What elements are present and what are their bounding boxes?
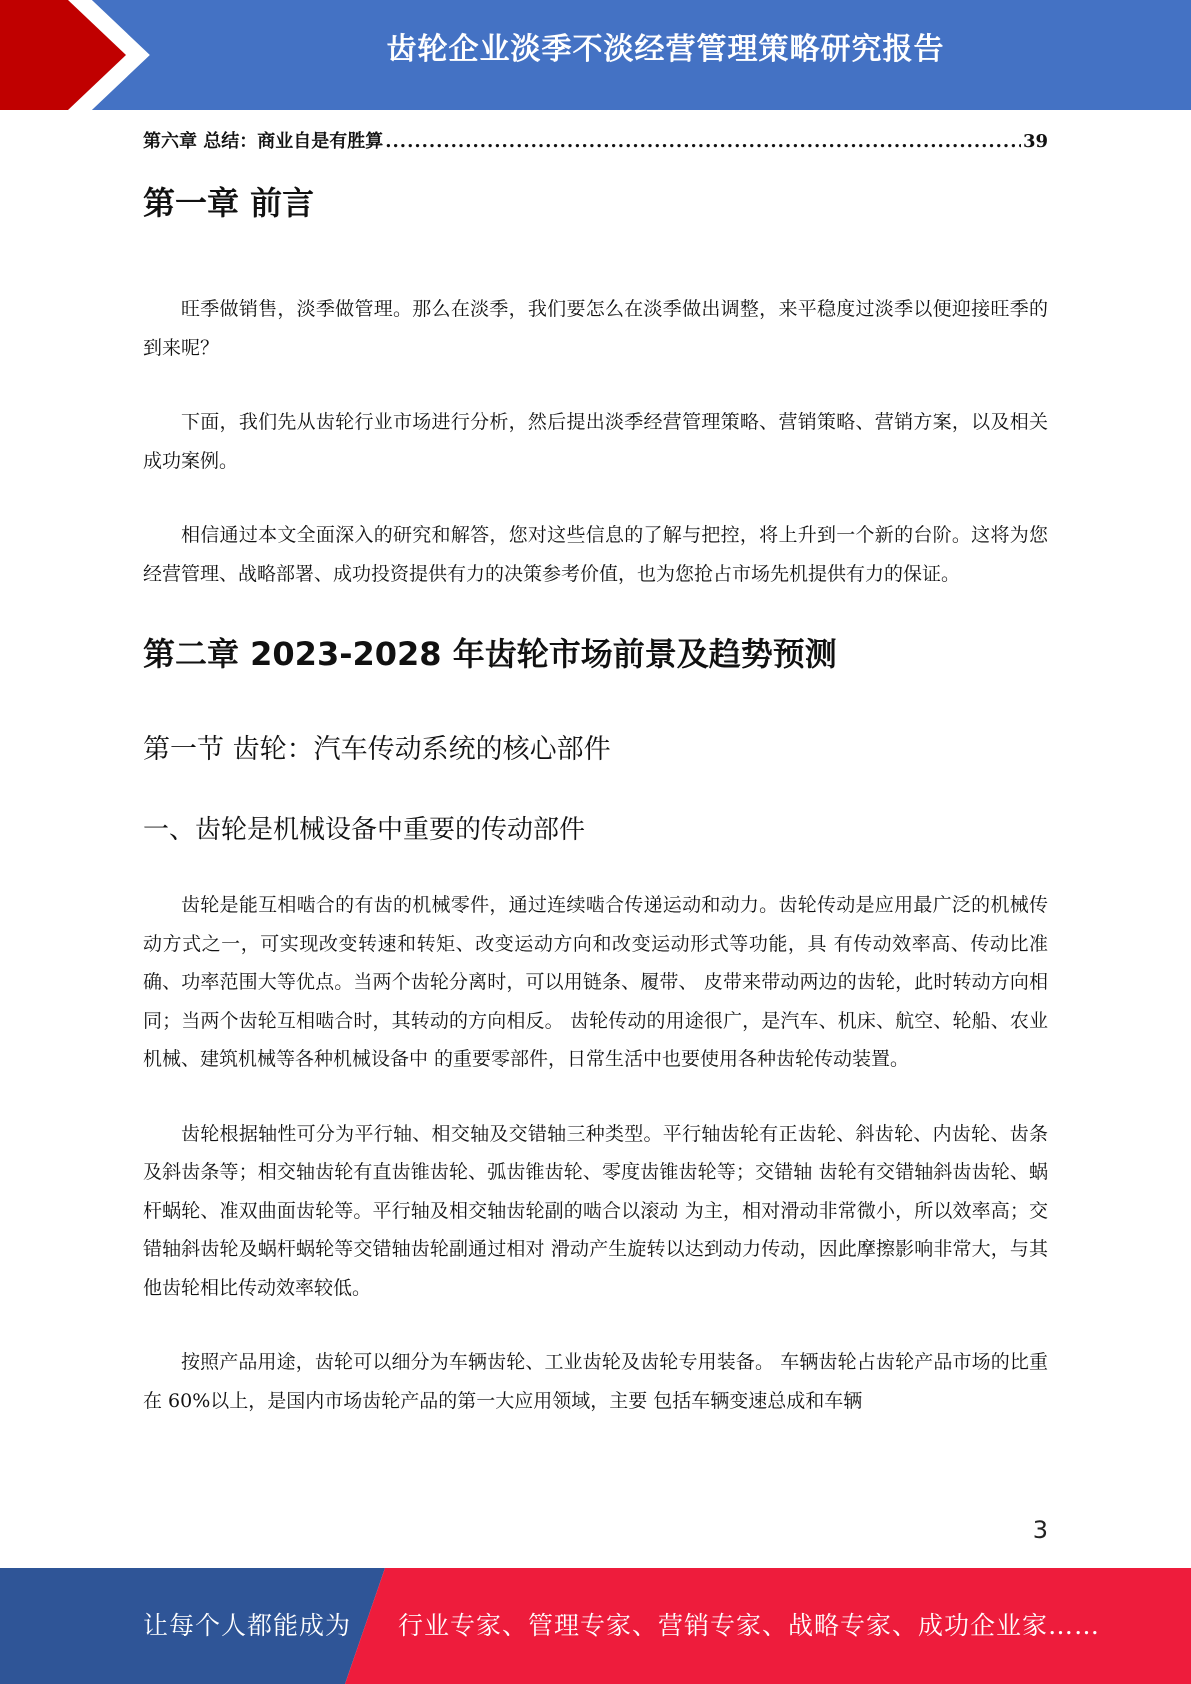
toc-entry-page: 39: [1022, 131, 1048, 152]
toc-leader-dots: [385, 120, 1021, 164]
footer-slogan-right: 行业专家、管理专家、营销专家、战略专家、成功企业家……: [398, 1611, 1101, 1640]
report-title: 齿轮企业淡季不淡经营管理策略研究报告: [386, 32, 945, 67]
section-1-heading: 第一节 齿轮：汽车传动系统的核心部件: [143, 733, 611, 765]
page-header: [0, 0, 1191, 110]
toc-entry-label: 第六章 总结：商业自是有胜算: [143, 131, 384, 152]
header-arrow-decoration: [0, 0, 160, 110]
chapter-1-paragraph: 下面，我们先从齿轮行业市场进行分析，然后提出淡季经营管理策略、营销策略、营销方案，以及相关成功案例。: [143, 411, 1048, 472]
page-number: 3: [1032, 1516, 1048, 1544]
chapter-1-paragraph: 旺季做销售，淡季做管理。那么在淡季，我们要怎么在淡季做出调整，来平稳度过淡季以便迎接旺季的到来呢？: [143, 298, 1048, 359]
page-footer: [0, 1568, 1191, 1684]
subsection-paragraph: 齿轮根据轴性可分为平行轴、相交轴及交错轴三种类型。平行轴齿轮有正齿轮、斜齿轮、内齿轮、齿条及斜齿条等；相交轴齿轮有直齿锥齿轮、弧齿锥齿轮、零度齿锥齿轮等；交错轴 齿轮有交错轴斜齿齿轮、蜗杆蜗轮、准双曲面齿轮等。平行轴及相交轴齿轮副的啮合以滚动 为主，相对滑动非常微小，所以效率高；交错轴斜齿轮及蜗杆蜗轮等交错轴齿轮副通过相对 滑动产生旋转以达到动力传动，因此摩擦影响非常大，与其他齿轮相比传动效率较低。: [143, 1122, 1048, 1299]
chapter-1-paragraph: 相信通过本文全面深入的研究和解答，您对这些信息的了解与把控，将上升到一个新的台阶。这将为您经营管理、战略部署、成功投资提供有力的决策参考价值，也为您抢占市场先机提供有力的保证。: [143, 524, 1048, 585]
page-content: [143, 120, 1048, 1420]
chapter-1-heading: 第一章 前言: [143, 184, 315, 222]
footer-slogan-left: 让每个人都能成为: [143, 1611, 352, 1640]
subsection-1-heading: 一、齿轮是机械设备中重要的传动部件: [143, 815, 586, 846]
subsection-paragraph: 齿轮是能互相啮合的有齿的机械零件，通过连续啮合传递运动和动力。齿轮传动是应用最广泛的机械传动方式之一，可实现改变转速和转矩、改变运动方向和改变运动形式等功能，具 有传动效率高、传动比准确、功率范围大等优点。当两个齿轮分离时，可以用链条、履带、 皮带来带动两边的齿轮，此时转动方向相同；当两个齿轮互相啮合时，其转动的方向相反。 齿轮传动的用途很广，是汽车、机床、航空、轮船、农业机械、建筑机械等各种机械设备中 的重要零部件，日常生活中也要使用各种齿轮传动装置。: [143, 894, 1048, 1071]
chapter-2-heading: 第二章 2023-2028 年齿轮市场前景及趋势预测: [143, 635, 837, 674]
toc-entry[interactable]: [143, 120, 1048, 164]
subsection-paragraph: 按照产品用途，齿轮可以细分为车辆齿轮、工业齿轮及齿轮专用装备。 车辆齿轮占齿轮产品市场的比重在 60%以上，是国内市场齿轮产品的第一大应用领域，主要 包括车辆变速总成和车辆: [143, 1351, 1048, 1412]
